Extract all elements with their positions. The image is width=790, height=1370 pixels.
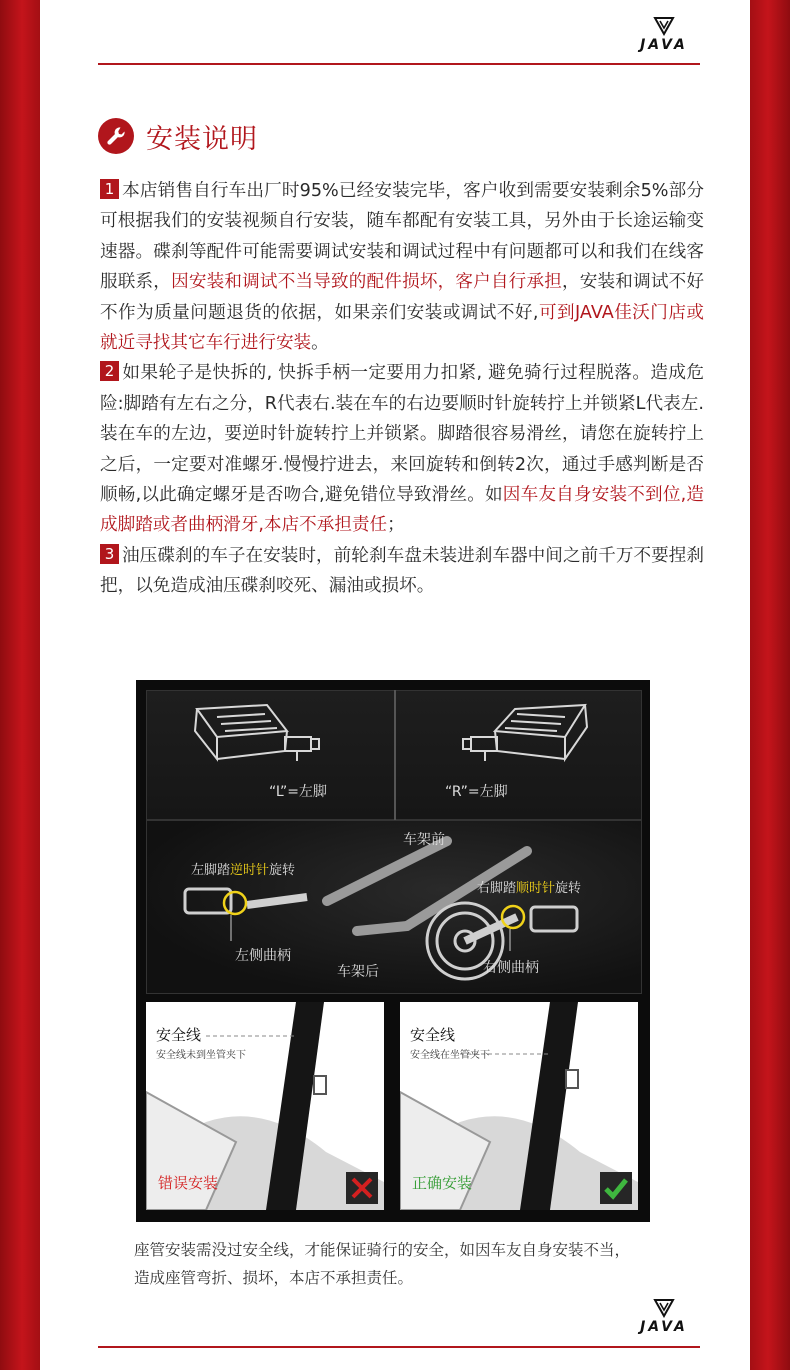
item-number: 1 [100,179,119,199]
brand-logo-bottom [630,1298,698,1340]
frame-crank-drawing [147,821,641,993]
installation-illustration [136,680,650,1222]
brand-logo-top [630,16,698,58]
item-warning: 可到JAVA佳沃门店或就近寻找其它车行进行安装 [100,302,704,354]
shield-logo-icon [653,16,675,36]
item-text: 如果轮子是快拆的, 快拆手柄一定要用力扣紧, 避免骑行过程脱落。造成危险:脚踏有左右之分，R代表右.装在车的右边要顺时针旋转拧上并锁紧L代表左.装在车的左边，要逆时针旋转拧上并锁紧。脚踏很容易滑丝，请您在旋转拧上之后，一定要对准螺牙.慢慢拧进去，来回旋转和倒转2次，通过手感判断是否顺畅,以此确定螺牙是否吻合,避免错位导致滑丝。如 [100,363,704,506]
item-warning: 因车友自身安装不到位,造成脚踏或者曲柄滑牙,本店不承担责任 [100,485,705,536]
left-red-border [0,0,40,1370]
wrong-installation-panel [146,1002,384,1210]
safety-line-note: 安全线在坐管夹下 [410,1050,490,1061]
section-title: 安装说明 [146,123,258,155]
brand-wordmark: JAVA [640,1319,688,1335]
frame-front-label: 车架前 [403,832,445,848]
right-pedal-direction: 右脚踏顺时针旋转 [477,881,582,896]
safety-line-note: 安全线未到坐管夹下 [156,1050,246,1061]
safety-line-title: 安全线 [410,1026,456,1044]
correct-installation-panel [400,1002,638,1210]
item-number: 3 [100,544,119,564]
left-pedal-label: “L”=左脚 [269,784,327,800]
item-text: 。 [311,333,329,354]
safety-line-title: 安全线 [156,1026,202,1044]
item-text: ，安装和调试不好不作为质量问题退货的依据，如果亲们安装或调试不好, [100,272,704,323]
cross-icon [346,1172,378,1204]
item-number: 2 [100,361,119,381]
left-pedal-direction: 左脚踏逆时针旋转 [191,863,296,878]
brand-wordmark: JAVA [640,37,688,53]
instruction-item-1 [100,176,704,358]
item-warning: 因安装和调试不当导致的配件损坏，客户自行承担 [171,272,562,293]
wrench-icon [98,118,134,154]
check-icon [600,1172,632,1204]
instructions-body [100,176,704,602]
instruction-item-3 [100,541,704,602]
shield-logo-icon [653,1298,675,1318]
crank-panel [146,820,642,994]
panel-divider [394,690,396,820]
left-crank-label: 左侧曲柄 [235,948,291,964]
bottom-divider [98,1346,700,1348]
item-text: ； [387,515,405,536]
section-header [98,116,258,156]
item-text: 本店销售自行车出厂时95%已经安装完毕，客户收到需要安装剩余5%部分可根据我们的安装视频自行安装，随车都配有安装工具，另外由于长途运输变速器。碟刹等配件可能需要调试安装和调试过程中有问题都可以和我们在线客服联系， [100,181,704,293]
instruction-item-2 [100,358,704,540]
seatpost-caption: 座管安装需没过安全线，才能保证骑行的安全，如因车友自身安装不当，造成座管弯折、损坏，本店不承担责任。 [134,1241,631,1287]
frame-rear-label: 车架后 [337,964,379,980]
right-crank-label: 右侧曲柄 [483,960,539,976]
right-red-border [750,0,790,1370]
correct-verdict-label: 正确安装 [412,1174,473,1192]
right-pedal-label: “R”=左脚 [445,784,508,800]
top-divider [98,63,700,65]
wrong-verdict-label: 错误安装 [158,1174,219,1192]
item-text: 油压碟刹的车子在安装时，前轮刹车盘未装进刹车器中间之前千万不要捏刹把，以免造成油压碟刹咬死、漏油或损坏。 [100,545,704,597]
